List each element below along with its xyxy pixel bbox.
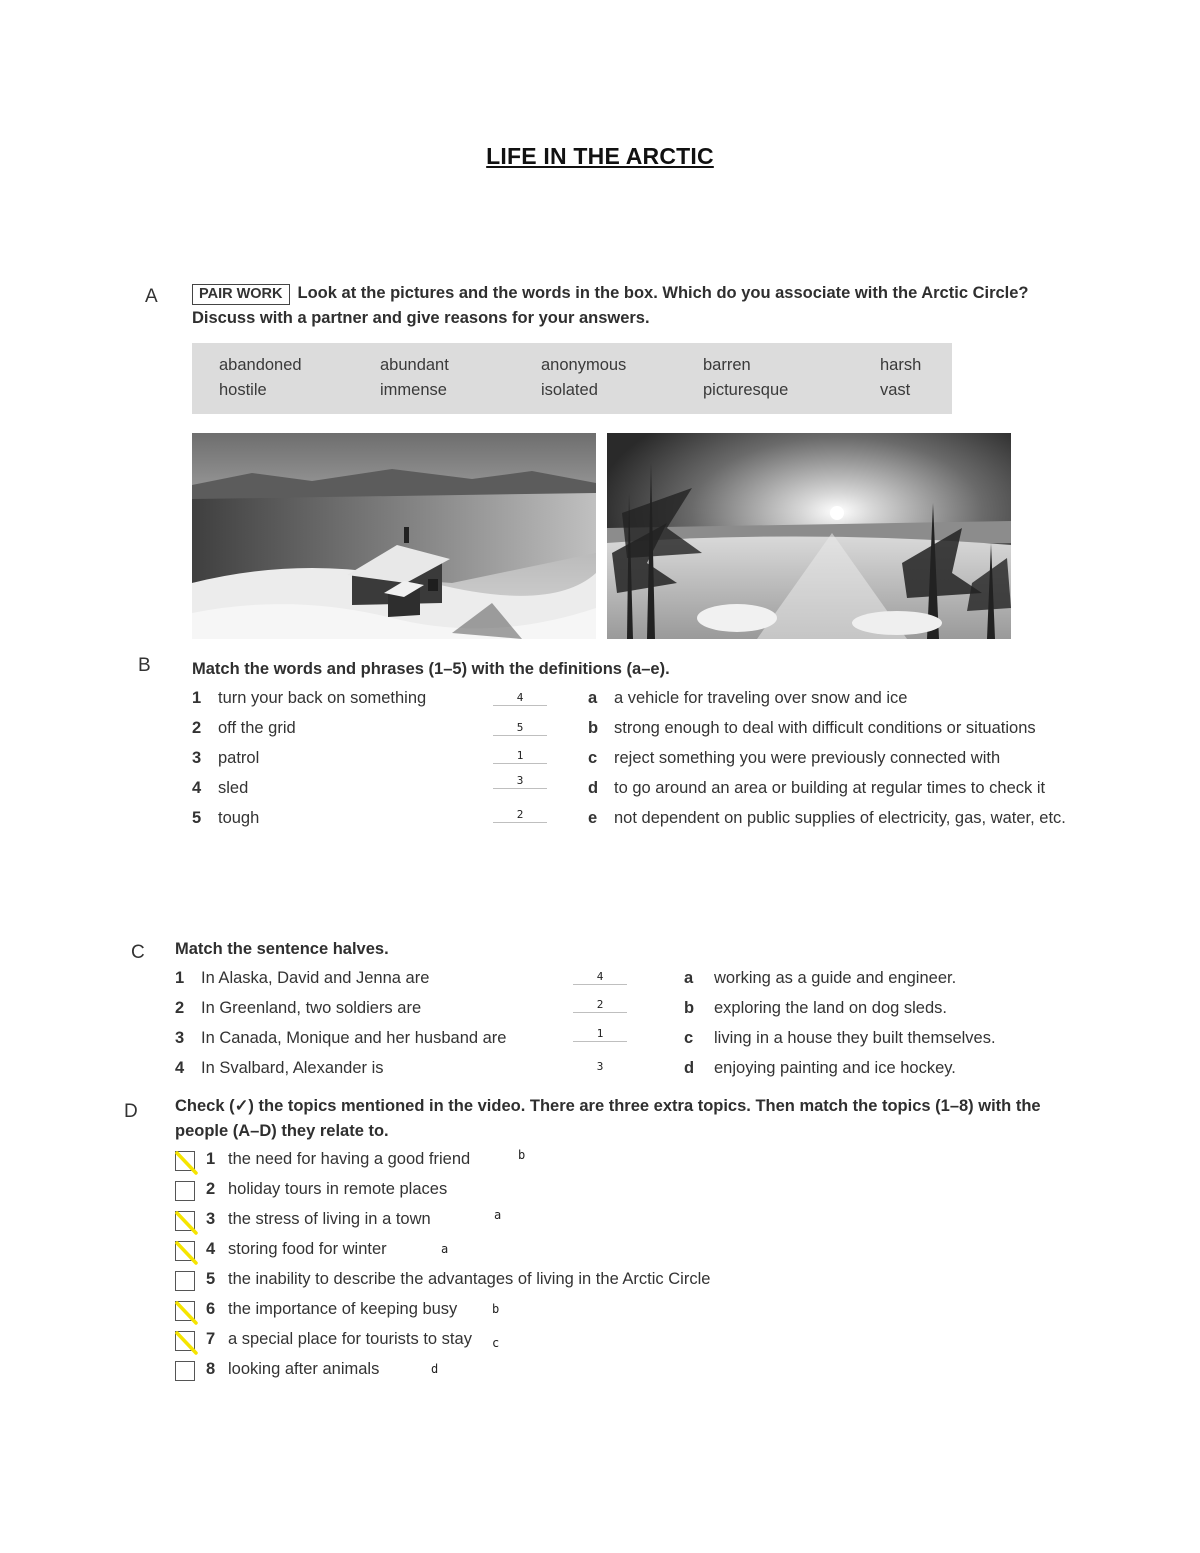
topic-checkbox[interactable]	[175, 1301, 195, 1321]
item-text: patrol	[218, 749, 260, 767]
topic-checkbox[interactable]	[175, 1361, 195, 1381]
word-item: abundant	[380, 356, 449, 374]
topic-number: 1	[206, 1150, 216, 1168]
match-item-4	[192, 779, 248, 798]
item-number: 4	[192, 779, 202, 797]
topic-text: the importance of keeping busy	[228, 1300, 458, 1318]
item-number: 2	[175, 999, 185, 1017]
answer-blank[interactable]: 3	[493, 774, 547, 789]
word-item: picturesque	[703, 381, 789, 399]
topic-item-4	[206, 1240, 387, 1259]
definition-a	[588, 689, 908, 708]
check-highlight-mark	[174, 1210, 200, 1236]
answer-blank[interactable]: 1	[573, 1027, 627, 1042]
section-b-letter: B	[138, 655, 151, 676]
sentence-end-b	[684, 999, 947, 1018]
word-item: immense	[380, 381, 447, 399]
sentence-end-a	[684, 969, 956, 988]
topic-number: 8	[206, 1360, 216, 1378]
check-highlight-mark	[174, 1300, 200, 1326]
section-c-instruction: Match the sentence halves.	[175, 940, 389, 958]
item-number: 3	[175, 1029, 185, 1047]
topic-text: looking after animals	[228, 1360, 380, 1378]
ending-letter: c	[684, 1029, 694, 1047]
ending-letter: a	[684, 969, 694, 987]
ending-letter: b	[684, 999, 695, 1017]
topic-number: 3	[206, 1210, 216, 1228]
sentence-start-3	[175, 1029, 506, 1048]
word-item: barren	[703, 356, 751, 374]
photo-winter-forest	[607, 433, 1011, 639]
topic-item-5	[206, 1270, 710, 1289]
section-d-instruction	[175, 1094, 1095, 1144]
topic-text: a special place for tourists to stay	[228, 1330, 472, 1348]
match-item-3	[192, 749, 259, 768]
topic-item-2	[206, 1180, 447, 1199]
topic-checkbox[interactable]	[175, 1271, 195, 1291]
handwritten-answer: b	[518, 1148, 526, 1162]
topic-checkbox[interactable]	[175, 1211, 195, 1231]
word-item: hostile	[219, 381, 267, 399]
item-text: In Alaska, David and Jenna are	[201, 969, 430, 987]
word-item: anonymous	[541, 356, 627, 374]
topic-item-3	[206, 1210, 431, 1229]
section-a-instruction	[192, 281, 1092, 331]
section-c-letter: C	[131, 942, 145, 963]
ending-text: working as a guide and engineer.	[714, 969, 957, 987]
topic-text: the need for having a good friend	[228, 1150, 471, 1168]
section-b-instruction: Match the words and phrases (1–5) with the definitions (a–e).	[192, 660, 670, 678]
topic-item-1	[206, 1150, 470, 1169]
definition-text: a vehicle for traveling over snow and ice	[614, 689, 908, 707]
item-text: sled	[218, 779, 249, 797]
check-highlight-mark	[174, 1330, 200, 1356]
section-d-line1: Check (✓) the topics mentioned in the video. There are three extra topics. Then match the topics (1–8) with the	[175, 1097, 1041, 1115]
answer-blank[interactable]: 4	[573, 970, 627, 985]
ending-text: living in a house they built themselves.	[714, 1029, 996, 1047]
answer-blank[interactable]: 3	[596, 1060, 604, 1073]
topic-number: 4	[206, 1240, 216, 1258]
handwritten-answer: d	[431, 1362, 439, 1376]
definition-text: strong enough to deal with difficult conditions or situations	[614, 719, 1036, 737]
photo-snowy-cabin	[192, 433, 596, 639]
item-text: turn your back on something	[218, 689, 427, 707]
item-number: 4	[175, 1059, 185, 1077]
item-text: tough	[218, 809, 260, 827]
section-a-letter: A	[145, 286, 158, 307]
word-box-corner	[944, 343, 952, 414]
item-number: 1	[175, 969, 185, 987]
item-text: In Greenland, two soldiers are	[201, 999, 422, 1017]
answer-blank[interactable]: 2	[493, 808, 547, 823]
sentence-start-4	[175, 1059, 384, 1078]
item-text: In Canada, Monique and her husband are	[201, 1029, 507, 1047]
definition-b	[588, 719, 1036, 738]
answer-blank[interactable]: 2	[573, 998, 627, 1013]
definition-letter: b	[588, 719, 599, 737]
section-d-letter: D	[124, 1101, 138, 1122]
sentence-start-1	[175, 969, 429, 988]
topic-number: 2	[206, 1180, 216, 1198]
topic-text: holiday tours in remote places	[228, 1180, 448, 1198]
handwritten-answer: a	[494, 1208, 502, 1222]
word-item: harsh	[880, 356, 922, 374]
answer-blank[interactable]: 4	[493, 691, 547, 706]
word-box	[192, 343, 952, 414]
topic-item-7	[206, 1330, 472, 1349]
pair-work-tag: PAIR WORK	[192, 284, 290, 305]
topic-number: 5	[206, 1270, 216, 1288]
topic-text: storing food for winter	[228, 1240, 387, 1258]
topic-checkbox[interactable]	[175, 1151, 195, 1171]
page-title: LIFE IN THE ARCTIC	[486, 143, 714, 169]
handwritten-answer: c	[492, 1336, 500, 1350]
handwritten-answer: b	[492, 1302, 500, 1316]
definition-letter: c	[588, 749, 598, 767]
section-d-line2: people (A–D) they relate to.	[175, 1122, 389, 1140]
word-item: vast	[880, 381, 911, 399]
definition-c	[588, 749, 1000, 768]
item-text: off the grid	[218, 719, 296, 737]
topic-text: the stress of living in a town	[228, 1210, 431, 1228]
topic-item-8	[206, 1360, 379, 1379]
section-a-line1: Look at the pictures and the words in the box. Which do you associate with the Arctic Circle?	[297, 284, 1029, 302]
check-highlight-mark	[174, 1150, 200, 1176]
definition-text: to go around an area or building at regular times to check it	[614, 779, 1046, 797]
topic-item-6	[206, 1300, 457, 1319]
topic-checkbox[interactable]	[175, 1181, 195, 1201]
match-item-2	[192, 719, 296, 738]
check-highlight-mark	[174, 1240, 200, 1266]
match-item-1	[192, 689, 426, 708]
definition-d	[588, 779, 1045, 798]
section-a-line2: Discuss with a partner and give reasons for your answers.	[192, 309, 650, 327]
match-item-5	[192, 809, 259, 828]
topic-number: 6	[206, 1300, 216, 1318]
handwritten-answer: a	[441, 1242, 449, 1256]
item-number: 5	[192, 809, 202, 827]
definition-e	[588, 809, 1066, 828]
answer-blank[interactable]: 1	[493, 749, 547, 764]
topic-checkbox[interactable]	[175, 1241, 195, 1261]
topic-number: 7	[206, 1330, 216, 1348]
sentence-end-c	[684, 1029, 996, 1048]
topic-checkbox[interactable]	[175, 1331, 195, 1351]
sentence-end-d	[684, 1059, 956, 1078]
definition-text: reject something you were previously connected with	[614, 749, 1001, 767]
item-text: In Svalbard, Alexander is	[201, 1059, 384, 1077]
item-number: 3	[192, 749, 202, 767]
sentence-start-2	[175, 999, 421, 1018]
word-item: abandoned	[219, 356, 302, 374]
item-number: 2	[192, 719, 202, 737]
definition-letter: d	[588, 779, 599, 797]
definition-letter: a	[588, 689, 598, 707]
ending-text: enjoying painting and ice hockey.	[714, 1059, 956, 1077]
answer-blank[interactable]: 5	[493, 721, 547, 736]
ending-letter: d	[684, 1059, 695, 1077]
definition-text: not dependent on public supplies of electricity, gas, water, etc.	[614, 809, 1066, 827]
item-number: 1	[192, 689, 202, 707]
word-item: isolated	[541, 381, 598, 399]
definition-letter: e	[588, 809, 598, 827]
topic-text: the inability to describe the advantages of living in the Arctic Circle	[228, 1270, 711, 1288]
ending-text: exploring the land on dog sleds.	[714, 999, 947, 1017]
